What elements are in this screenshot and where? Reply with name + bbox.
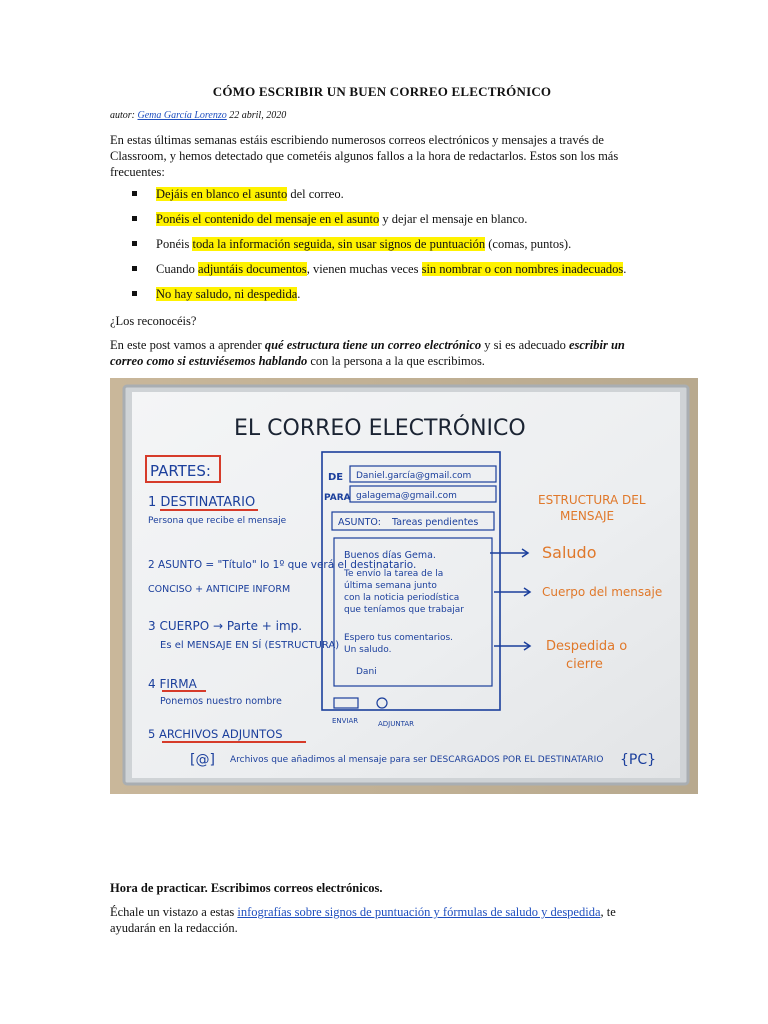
item-adjuntos-desc: Archivos que añadimos al mensaje para ser DESCARGADOS POR EL DESTINATARIO (230, 755, 604, 765)
item-destinatario-desc: Persona que recibe el mensaje (148, 516, 287, 526)
item-cuerpo-desc: Es el MENSAJE EN SÍ (ESTRUCTURA) (160, 640, 340, 651)
emphasis-text: qué estructura tiene un correo electrónico (264, 338, 482, 352)
list-text: y dejar el mensaje en blanco. (379, 212, 528, 226)
final-paragraph (110, 904, 658, 936)
bullet-square-icon (132, 216, 137, 221)
cuerpo-label: Cuerpo del mensaje (542, 585, 663, 599)
email-body-line: que teníamos que trabajar (344, 605, 464, 615)
email-de-label: DE (328, 472, 344, 483)
item-cuerpo: 3 CUERPO → Parte + imp. (148, 619, 303, 633)
email-firma: Dani (356, 667, 377, 677)
post-paragraph (110, 337, 658, 369)
list-item (110, 236, 658, 261)
email-body-line: Te envío la tarea de la (344, 569, 444, 579)
error-list (110, 186, 658, 311)
author-link[interactable]: Gema García Lorenzo (137, 110, 227, 121)
email-asunto-label: ASUNTO: (338, 517, 381, 528)
item-firma-desc: Ponemos nuestro nombre (160, 696, 282, 707)
paperclip-icon: [@] (190, 752, 215, 768)
bullet-square-icon (132, 266, 137, 271)
list-text: . (623, 262, 627, 276)
question-paragraph: ¿Los reconocéis? (110, 314, 197, 328)
list-item (110, 186, 658, 211)
estructura-line: ESTRUCTURA DEL (538, 493, 646, 507)
saludo-label: Saludo (542, 543, 597, 562)
list-item (110, 261, 658, 286)
emphasis-text: escribir un correo como si estuviésemos hablando (110, 338, 625, 368)
list-item (110, 211, 658, 236)
item-asunto-desc: CONCISO + ANTICIPE INFORM (148, 584, 291, 595)
email-despedida-line: Espero tus comentarios. (344, 633, 454, 643)
infographics-link[interactable]: infografías sobre signos de puntuación y fórmulas de saludo y despedida (237, 905, 601, 919)
paragraph-text: con la persona a la que escribimos. (307, 354, 485, 368)
bullet-square-icon (132, 191, 137, 196)
email-saludo: Buenos días Gema. (344, 550, 436, 561)
email-asunto-value: Tareas pendientes (392, 517, 479, 528)
highlighted-text: adjuntáis documentos (198, 262, 307, 276)
email-de-value: Daniel.garcía@gmail.com (356, 471, 472, 481)
whiteboard-photo (110, 378, 698, 794)
email-body-line: última semana junto (344, 581, 437, 591)
paragraph-text: , te ayudarán en la redacción. (110, 905, 616, 935)
item-asunto: 2 ASUNTO = "Título" lo 1º que verá el destinatario. (148, 559, 417, 571)
highlighted-text: Ponéis el contenido del mensaje en el asunto (156, 212, 380, 226)
paragraph-text: y si es adecuado (481, 338, 569, 352)
bullet-square-icon (132, 241, 137, 246)
enviar-label: ENVIAR (332, 717, 359, 725)
item-destinatario: 1 DESTINATARIO (148, 495, 256, 510)
practice-heading: Hora de practicar. Escribimos correos electrónicos. (110, 881, 383, 895)
intro-paragraph: En estas últimas semanas estáis escribiendo numerosos correos electrónicos y mensajes a través de Classroom, y hemos detectado que cometéis algunos fallos a la hora de redactarlos. Estos son los más frecuentes: (110, 133, 619, 179)
list-text: , vienen muchas veces (306, 262, 422, 276)
email-para-label: PARA (324, 493, 351, 503)
partes-label: PARTES: (150, 462, 211, 480)
author-label: autor: (110, 110, 135, 121)
email-para-value: galagema@gmail.com (356, 491, 457, 501)
item-firma: 4 FIRMA (148, 677, 197, 691)
highlighted-text: sin nombrar o con nombres inadecuados (421, 262, 624, 276)
list-text: Ponéis (156, 237, 193, 251)
paragraph-text: En este post vamos a aprender (110, 338, 265, 352)
adjuntar-label: ADJUNTAR (378, 720, 414, 728)
highlighted-text: No hay saludo, ni despedida (156, 287, 298, 301)
post-date: 22 abril, 2020 (229, 110, 287, 121)
highlighted-text: toda la información seguida, sin usar signos de puntuación (192, 237, 486, 251)
email-body-line: con la noticia periodística (344, 593, 460, 603)
despedida-line: Despedida o (546, 639, 628, 654)
paragraph-text: Échale un vistazo a estas (110, 905, 238, 919)
list-text: del correo. (287, 187, 344, 201)
list-text: . (297, 287, 301, 301)
despedida-line: cierre (566, 657, 603, 672)
estructura-line: MENSAJE (560, 509, 615, 523)
pc-label: {PC} (620, 752, 657, 768)
board-heading: EL CORREO ELECTRÓNICO (234, 416, 526, 441)
list-text: Cuando (156, 262, 199, 276)
author-line (110, 110, 286, 121)
list-text: (comas, puntos). (485, 237, 572, 251)
list-item (110, 286, 658, 311)
item-adjuntos: 5 ARCHIVOS ADJUNTOS (148, 727, 283, 741)
highlighted-text: Dejáis en blanco el asunto (156, 187, 288, 201)
email-despedida-line: Un saludo. (344, 645, 392, 655)
bullet-square-icon (132, 291, 137, 296)
page-title: CÓMO ESCRIBIR UN BUEN CORREO ELECTRÓNICO (212, 84, 552, 99)
